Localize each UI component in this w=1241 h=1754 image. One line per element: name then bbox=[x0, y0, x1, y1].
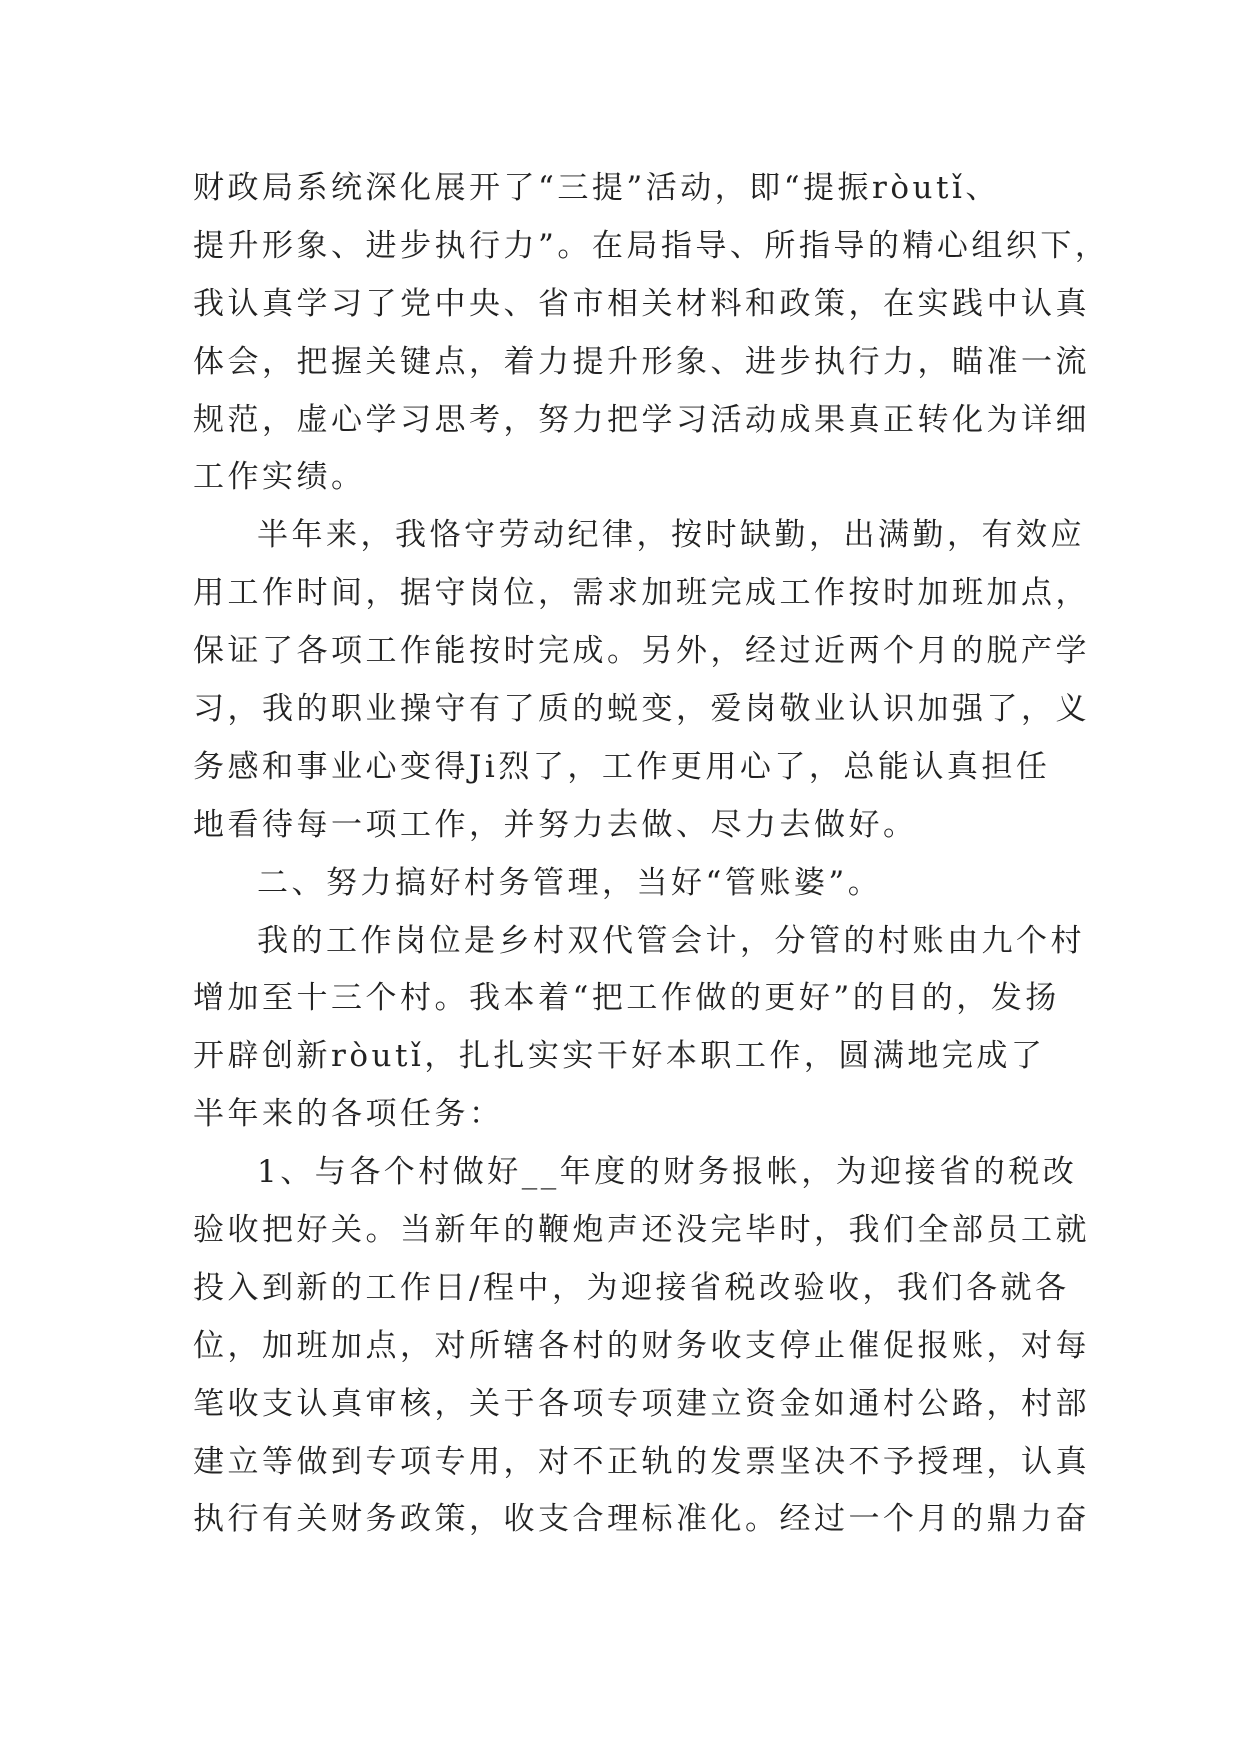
text-line: 建立等做到专项专用，对不正轨的发票坚决不予授理，认真 bbox=[193, 1443, 1090, 1480]
text-line: 笔收支认真审核，关于各项专项建立资金如通村公路，村部 bbox=[193, 1385, 1090, 1422]
text-line: 开辟创新ròutǐ，扎扎实实干好本职工作，圆满地完成了 bbox=[193, 1038, 1046, 1075]
paragraph-first-line: 半年来，我恪守劳动纪律，按时缺勤，出满勤，有效应 bbox=[257, 517, 1085, 554]
text-line: 工作实绩。 bbox=[193, 459, 366, 496]
text-line: 增加至十三个村。我本着“把工作做的更好”的目的，发扬 bbox=[193, 980, 1060, 1017]
text-line: 验收把好关。当新年的鞭炮声还没完毕时，我们全部员工就 bbox=[193, 1212, 1090, 1249]
text-line: 体会，把握关键点，着力提升形象、进步执行力，瞄准一流 bbox=[193, 343, 1090, 380]
text-line: 我认真学习了党中央、省市相关材料和政策，在实践中认真 bbox=[193, 285, 1090, 322]
text-line: 半年来的各项任务： bbox=[193, 1096, 504, 1133]
text-line: 用工作时间，据守岗位，需求加班完成工作按时加班加点， bbox=[193, 575, 1090, 612]
text-line: 提升形象、进步执行力”。在局指导、所指导的精心组织下， bbox=[193, 227, 1110, 264]
section-heading: 二、努力搞好村务管理，当好“管账婆”。 bbox=[257, 864, 883, 901]
document-body bbox=[193, 160, 1110, 1549]
text-line: 投入到新的工作日/程中，为迎接省税改验收，我们各就各 bbox=[193, 1269, 1070, 1306]
text-line: 执行有关财务政策，收支合理标准化。经过一个月的鼎力奋 bbox=[193, 1501, 1090, 1538]
text-line: 财政局系统深化展开了“三提”活动，即“提振ròutǐ、 bbox=[193, 170, 1000, 206]
paragraph-first-line: 1、与各个村做好__年度的财务报帐，为迎接省的税改 bbox=[257, 1154, 1078, 1191]
text-line: 规范，虚心学习思考，努力把学习活动成果真正转化为详细 bbox=[193, 401, 1090, 438]
paragraph-first-line: 我的工作岗位是乡村双代管会计，分管的村账由九个村 bbox=[257, 922, 1085, 959]
text-line: 地看待每一项工作，并努力去做、尽力去做好。 bbox=[193, 806, 918, 843]
text-line: 务感和事业心变得Ji烈了，工作更用心了，总能认真担任 bbox=[193, 748, 1051, 785]
text-line: 习，我的职业操守有了质的蜕变，爱岗敬业认识加强了，义 bbox=[193, 691, 1090, 728]
text-line: 保证了各项工作能按时完成。另外，经过近两个月的脱产学 bbox=[193, 633, 1090, 670]
text-line: 位，加班加点，对所辖各村的财务收支停止催促报账，对每 bbox=[193, 1327, 1090, 1364]
